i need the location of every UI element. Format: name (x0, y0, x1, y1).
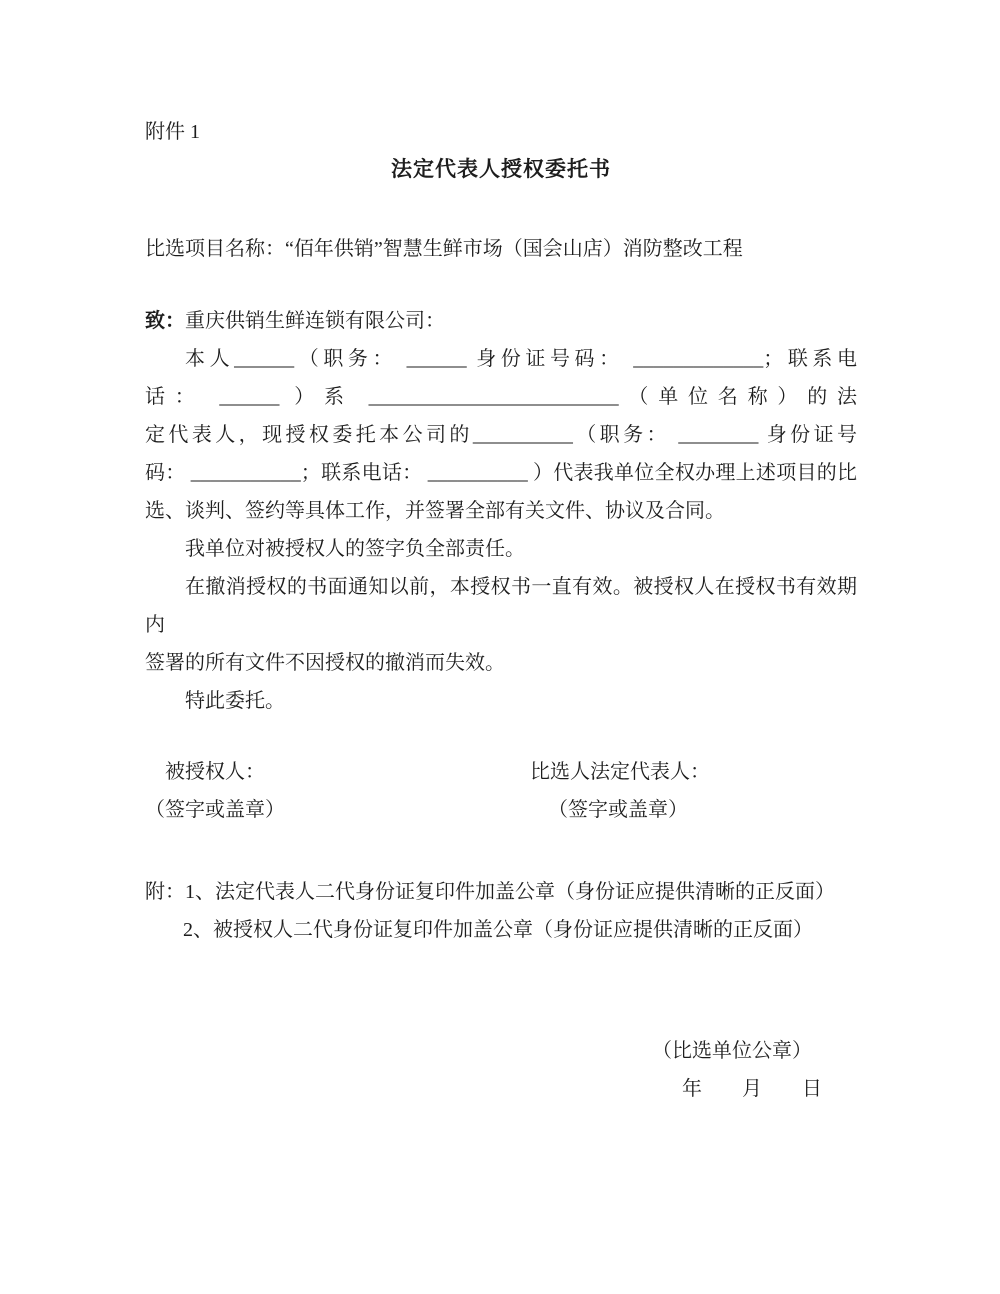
signature-section (145, 758, 857, 786)
body-line: 签署的所有文件不因授权的撤消而失效。 (145, 652, 505, 674)
attachment-label: 附件 1 (145, 121, 200, 143)
legal-representative-label: 比选人法定代表人： (530, 761, 710, 783)
document-title: 法定代表人授权委托书 (391, 157, 611, 181)
body-line: 在撤消授权的书面通知以前，本授权书一直有效。被授权人在授权书有效期内 (145, 576, 857, 636)
salutation-company: 重庆供销生鲜连锁有限公司： (185, 310, 445, 332)
body-line: 本人______（职务： ______ 身份证号码： _____________；联系电 (185, 348, 857, 370)
authorized-person-label: 被授权人： (165, 761, 265, 783)
body-line: 定代表人，现授权委托本公司的__________（职务： ________ 身份证号 (145, 424, 857, 446)
body-line: 我单位对被授权人的签字负全部责任。 (185, 538, 525, 560)
unit-seal-label: （比选单位公章） (652, 1040, 812, 1062)
body-paragraph (145, 302, 857, 720)
body-line: 特此委托。 (185, 690, 285, 712)
date-line: 年 月 日 (682, 1078, 822, 1100)
sign-or-seal-row (145, 796, 857, 824)
body-line: 话： ______ ）系 _________________________（单位名称）的法 (145, 386, 857, 408)
body-line: 选、谈判、签约等具体工作，并签署全部有关文件、协议及合同。 (145, 500, 725, 522)
sign-or-seal-right: （签字或盖章） (548, 799, 688, 821)
attachment-notes (145, 873, 857, 949)
body-line: 码： ___________；联系电话： __________ ）代表我单位全权办理上述项目的比 (145, 462, 857, 484)
salutation-line (145, 302, 857, 340)
note-line-1: 附：1、法定代表人二代身份证复印件加盖公章（身份证应提供清晰的正反面） (145, 881, 835, 903)
salutation-label: 致： (145, 310, 185, 332)
sign-or-seal-left: （签字或盖章） (145, 799, 285, 821)
project-name-line: 比选项目名称：“佰年供销”智慧生鲜市场（国会山店）消防整改工程 (145, 238, 743, 260)
note-line-2: 2、被授权人二代身份证复印件加盖公章（身份证应提供清晰的正反面） (183, 919, 813, 941)
